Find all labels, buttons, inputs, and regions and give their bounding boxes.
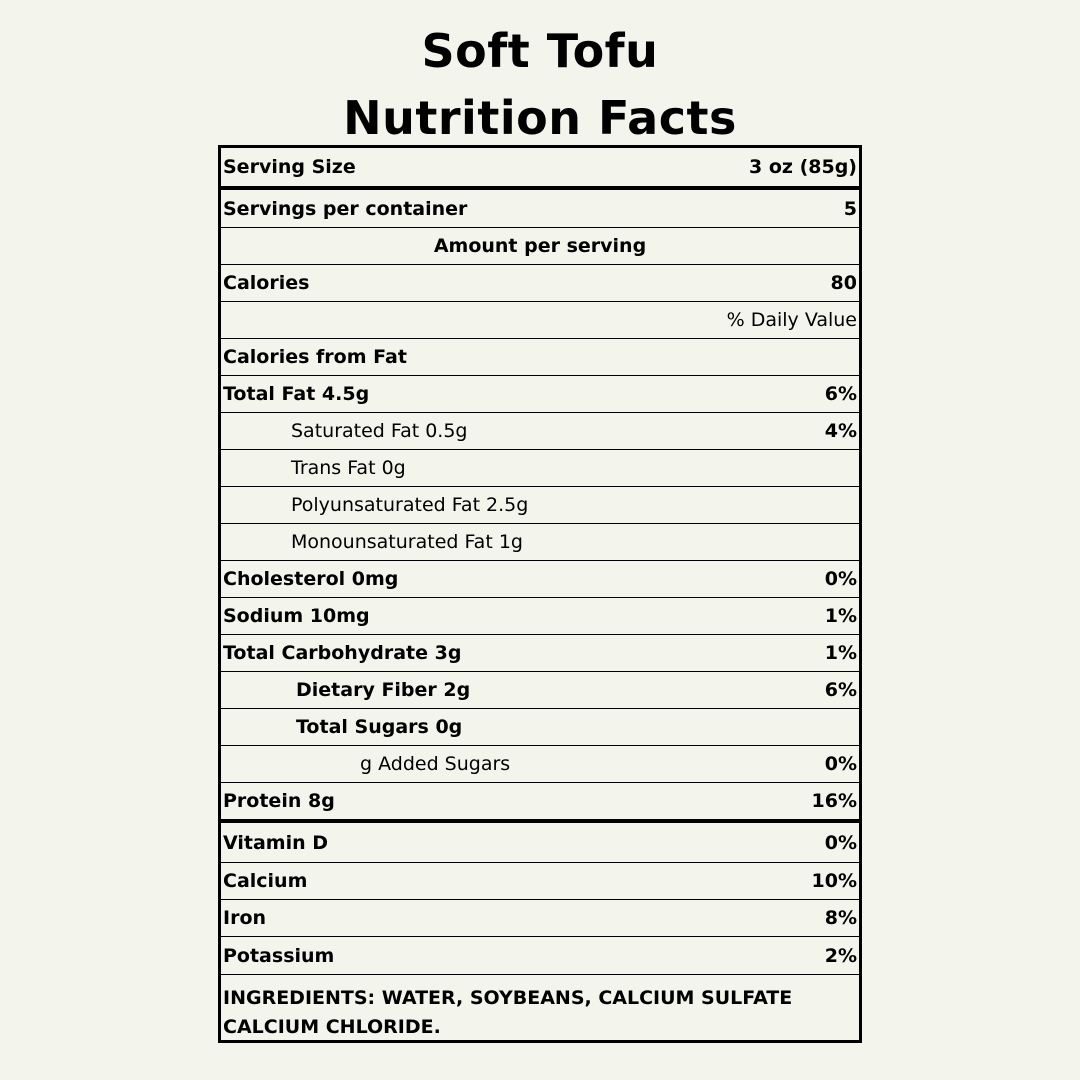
vitamin-d-value: 0% [824, 831, 857, 854]
sodium-value: 1% [824, 605, 857, 627]
total-carbohydrate-label: Total Carbohydrate 3g [223, 642, 462, 664]
amount-per-serving-row [221, 228, 859, 265]
vitamin-d-row [221, 823, 859, 863]
servings-per-container-row [221, 190, 859, 228]
iron-row [221, 900, 859, 937]
cholesterol-label: Cholesterol 0mg [223, 568, 399, 590]
added-sugars-value: 0% [824, 753, 857, 775]
calories-from-fat-row [221, 339, 859, 376]
servings-per-container-label: Servings per container [223, 197, 468, 220]
vitamin-d-label: Vitamin D [223, 831, 329, 854]
total-fat-label: Total Fat 4.5g [223, 383, 370, 405]
calories-value: 80 [830, 272, 857, 294]
dietary-fiber-label: Dietary Fiber 2g [296, 679, 471, 701]
calories-from-fat-label: Calories from Fat [223, 346, 407, 368]
dietary-fiber-value: 6% [824, 679, 857, 701]
added-sugars-label: g Added Sugars [360, 753, 511, 775]
sodium-label: Sodium 10mg [223, 605, 370, 627]
potassium-row [221, 937, 859, 975]
total-sugars-label: Total Sugars 0g [296, 716, 463, 738]
servings-per-container-value: 5 [843, 197, 857, 220]
daily-value-header: % Daily Value [726, 309, 857, 331]
serving-size-value: 3 oz (85g) [749, 156, 857, 178]
saturated-fat-label: Saturated Fat 0.5g [291, 420, 468, 442]
monounsaturated-fat-row [221, 524, 859, 561]
daily-value-header-row [221, 302, 859, 339]
serving-size-label: Serving Size [223, 156, 356, 178]
cholesterol-value: 0% [824, 568, 857, 590]
total-carbohydrate-value: 1% [824, 642, 857, 664]
potassium-label: Potassium [223, 944, 335, 967]
calcium-label: Calcium [223, 870, 308, 892]
nutrition-facts-label [218, 145, 862, 1043]
saturated-fat-row [221, 413, 859, 450]
total-sugars-row [221, 709, 859, 746]
cholesterol-row [221, 561, 859, 598]
calcium-value: 10% [811, 870, 857, 892]
trans-fat-row [221, 450, 859, 487]
total-fat-row [221, 376, 859, 413]
ingredients-statement [221, 978, 859, 1042]
protein-row [221, 783, 859, 823]
potassium-value: 2% [824, 944, 857, 967]
product-title: Soft Tofu [421, 24, 659, 78]
dietary-fiber-row [221, 672, 859, 709]
polyunsaturated-fat-label: Polyunsaturated Fat 2.5g [291, 494, 529, 516]
iron-label: Iron [223, 907, 267, 929]
sodium-row [221, 598, 859, 635]
protein-label: Protein 8g [223, 790, 335, 812]
calcium-row [221, 863, 859, 900]
saturated-fat-value: 4% [824, 420, 857, 442]
ingredients-line-1: INGREDIENTS: WATER, SOYBEANS, CALCIUM SULFATE [223, 987, 793, 1009]
iron-value: 8% [824, 907, 857, 929]
total-fat-value: 6% [824, 383, 857, 405]
protein-value: 16% [811, 790, 857, 812]
total-carbohydrate-row [221, 635, 859, 672]
calories-label: Calories [223, 272, 310, 294]
added-sugars-row [221, 746, 859, 783]
trans-fat-label: Trans Fat 0g [291, 457, 406, 479]
calories-row [221, 265, 859, 302]
monounsaturated-fat-label: Monounsaturated Fat 1g [291, 531, 523, 553]
serving-size-row [221, 148, 859, 190]
polyunsaturated-fat-row [221, 487, 859, 524]
ingredients-line-2: CALCIUM CHLORIDE. [223, 1016, 441, 1038]
amount-per-serving-label: Amount per serving [433, 235, 647, 257]
label-title: Nutrition Facts [343, 91, 737, 145]
